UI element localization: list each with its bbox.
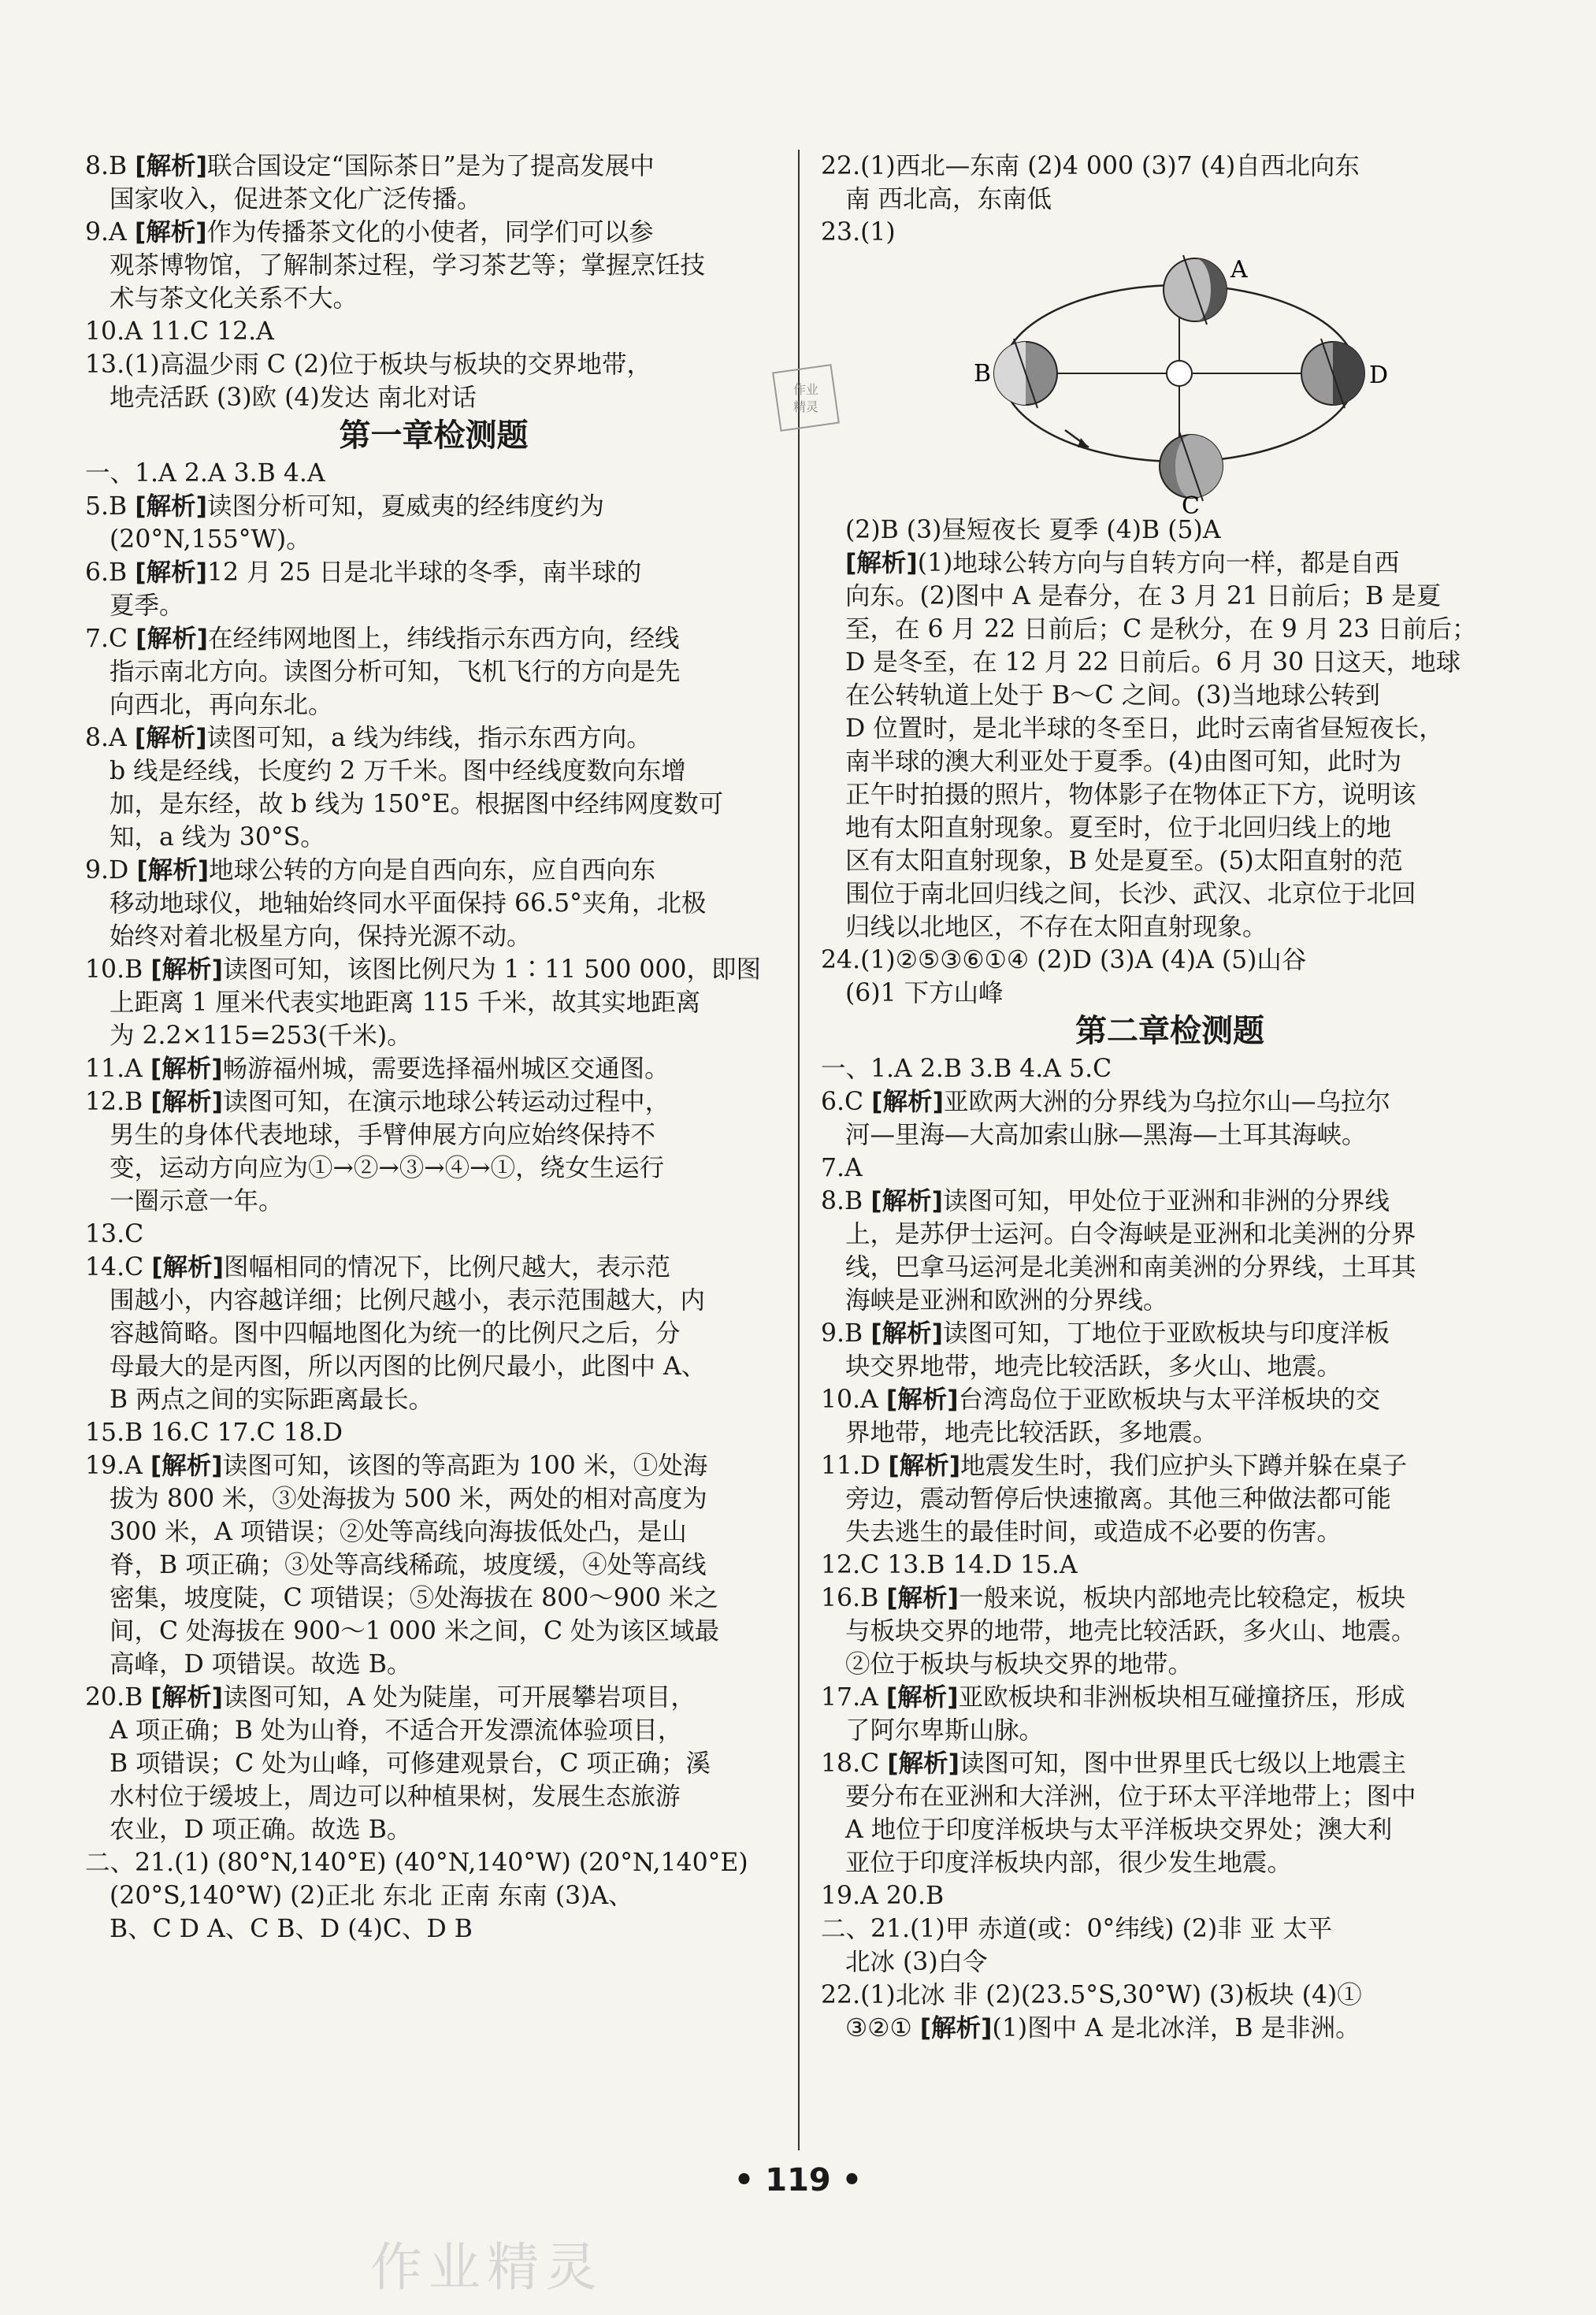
text-line [821, 911, 1519, 944]
text-line [85, 1152, 782, 1185]
earth-a [1164, 255, 1227, 325]
line-text: (20°N,155°W)。 [109, 525, 311, 554]
analysis-tag: [解析] [136, 856, 210, 885]
answer-number: 8.B [85, 152, 135, 180]
line-text: (6)1 下方山峰 [845, 979, 1004, 1007]
text-line [821, 580, 1519, 613]
line-text: 国家收入，促进茶文化广泛传播。 [109, 185, 482, 213]
line-text: 22.(1)西北—东南 (2)4 000 (3)7 (4)自西北向东 [821, 152, 1360, 180]
text-line [821, 1482, 1519, 1516]
text-line [821, 1549, 1519, 1582]
line-text: 地震发生时，我们应护头下蹲并躲在桌子 [960, 1452, 1408, 1480]
text-line [821, 1416, 1519, 1449]
text-line [821, 216, 1519, 249]
line-text: 始终对着北极星方向，保持光源不动。 [109, 922, 532, 951]
analysis-tag: [解析] [135, 152, 208, 180]
label-d: D [1369, 362, 1389, 389]
line-text: 加，是东经，故 b 线为 150°E。根据图中经纬网度数可 [109, 790, 724, 818]
text-line [85, 150, 782, 183]
orbit-figure [821, 249, 1519, 520]
line-text: 读图可知，该图比例尺为 1∶11 500 000，即图 [223, 955, 761, 984]
line-text: 读图可知，在演示地球公转运动过程中， [223, 1088, 670, 1116]
text-line [85, 887, 782, 920]
text-line [85, 622, 782, 655]
line-text: 为 2.2×115=253(千米)。 [109, 1022, 412, 1050]
analysis-tag: [解析] [135, 492, 208, 521]
line-text: 一般来说，板块内部地壳比较稳定，板块 [959, 1584, 1406, 1612]
text-line [85, 457, 782, 490]
text-line [85, 1317, 782, 1350]
text-line [821, 1152, 1519, 1185]
line-text: 至，在 6 月 22 日前后；C 是秋分，在 9 月 23 日前后； [845, 615, 1477, 644]
label-b: B [974, 360, 992, 388]
line-text: 地壳活跃 (3)欧 (4)发达 南北对话 [109, 384, 477, 412]
text-line [821, 679, 1519, 712]
answer-number: 18.C [821, 1749, 888, 1778]
page-number: • 119 • [733, 2162, 863, 2198]
answer-number: 10.B [85, 955, 151, 984]
line-text: 术与茶文化关系不大。 [109, 284, 358, 313]
analysis-tag: [解析] [870, 1187, 944, 1215]
line-text: 与板块交界的地带，地壳比较活跃，多火山、地震。 [845, 1617, 1416, 1645]
answer-number: 14.C [85, 1253, 152, 1282]
text-line [821, 547, 1519, 580]
text-line [85, 1185, 782, 1218]
sun-icon [1167, 361, 1192, 386]
answer-number: 6.C [821, 1088, 872, 1116]
line-text: 农业，D 项正确。故选 B。 [109, 1816, 412, 1844]
line-text: 高峰，D 项错误。故选 B。 [109, 1650, 412, 1679]
label-a: A [1230, 256, 1248, 284]
text-line [85, 821, 782, 854]
line-text: 上，是苏伊士运河。白令海峡是亚洲和北美洲的分界 [845, 1220, 1416, 1248]
answer-number: 8.B [821, 1187, 871, 1215]
line-text: B、C D A、C B、D (4)C、D B [109, 1915, 473, 1943]
earth-orbit-diagram [971, 249, 1389, 520]
line-text: 水村位于缓坡上，周边可以种植果树，发展生态旅游 [109, 1783, 681, 1811]
answer-number: 9.D [85, 856, 137, 885]
answer-number: 16.B [821, 1584, 887, 1612]
line-text: 脊，B 项正确；③处等高线稀疏，坡度缓，④处等高线 [109, 1551, 707, 1579]
answer-number: 8.A [85, 724, 135, 752]
line-text: 旁边，震动暂停后快速撤离。其他三种做法都可能 [845, 1485, 1392, 1513]
analysis-tag: [解析] [871, 1088, 944, 1116]
text-line [85, 854, 782, 887]
line-text: 作为传播茶文化的小使者，同学们可以参 [206, 218, 654, 247]
line-text: 南半球的澳大利亚处于夏季。(4)由图可知，此时为 [845, 748, 1402, 776]
watermark: 作业精灵 [370, 2237, 603, 2298]
text-line [85, 1780, 782, 1813]
text-line [821, 1284, 1519, 1317]
section-heading: 第二章检测题 [1075, 1013, 1264, 1049]
analysis-tag: [解析] [134, 218, 207, 247]
text-line [821, 514, 1519, 547]
text-line [85, 986, 782, 1019]
line-text: 海峡是亚洲和欧洲的分界线。 [845, 1286, 1168, 1315]
line-text: 读图可知，A 处为陡崖，可开展攀岩项目， [223, 1683, 696, 1712]
line-text: 12.C 13.B 14.D 15.A [821, 1551, 1078, 1579]
analysis-tag: [解析] [845, 549, 918, 577]
text-line [85, 1052, 782, 1085]
line-text: (20°S,140°W) (2)正北 东北 正南 东南 (3)A、 [109, 1882, 633, 1910]
text-line [85, 315, 782, 348]
line-text: 23.(1) [821, 218, 896, 247]
line-text: 线，巴拿马运河是北美洲和南美洲的分界线，土耳其 [845, 1253, 1416, 1282]
line-text: 读图可知，该图的等高距为 100 米，①处海 [222, 1452, 708, 1480]
answer-number: 11.A [85, 1055, 150, 1083]
line-text: 二、21.(1)甲 赤道(或：0°纬线) (2)非 亚 太平 [821, 1915, 1333, 1943]
text-line [85, 523, 782, 556]
text-line [821, 1085, 1519, 1119]
text-line [821, 944, 1519, 977]
analysis-tag: [解析] [150, 1683, 224, 1712]
line-text: A 项正确；B 处为山脊，不适合开发漂流体验项目， [109, 1716, 683, 1745]
line-text: 图幅相同的情况下，比例尺越大，表示范 [224, 1253, 671, 1282]
line-text: ②位于板块与板块交界的地带。 [845, 1650, 1193, 1679]
text-line [85, 1813, 782, 1846]
text-line [821, 1218, 1519, 1251]
line-text: 了阿尔卑斯山脉。 [845, 1716, 1045, 1745]
text-line [821, 1582, 1519, 1615]
text-line [85, 1284, 782, 1317]
text-line [821, 1317, 1519, 1350]
text-line [85, 920, 782, 953]
text-line [85, 1449, 782, 1482]
text-line [821, 1813, 1519, 1846]
analysis-tag: [解析] [150, 955, 224, 984]
text-line [821, 183, 1519, 216]
line-text: B 项错误；C 处为山峰，可修建观景台，C 项正确；溪 [109, 1749, 711, 1778]
text-line [821, 2012, 1519, 2045]
text-line [821, 1350, 1519, 1383]
text-line [85, 722, 782, 755]
text-line [85, 1251, 782, 1284]
answer-number: 11.D [821, 1452, 889, 1480]
line-text: 二、21.(1) (80°N,140°E) (40°N,140°W) (20°N,140°E) [85, 1849, 748, 1877]
text-line [85, 953, 782, 986]
line-text: 南 西北高，东南低 [845, 185, 1052, 213]
answer-number: 19.A [85, 1452, 150, 1480]
line-text: 围位于南北回归线之间，长沙、武汉、北京位于北回 [845, 880, 1416, 908]
line-text: 上距离 1 厘米代表实地距离 115 千米，故其实地距离 [109, 989, 701, 1017]
text-line [821, 613, 1519, 646]
text-line [85, 381, 782, 414]
analysis-tag: [解析] [151, 1253, 225, 1282]
line-text: 归线以北地区，不存在太阳直射现象。 [845, 913, 1268, 941]
text-line [821, 1714, 1519, 1747]
text-line [85, 1549, 782, 1582]
text-line [821, 1747, 1519, 1780]
analysis-tag: [解析] [885, 1683, 959, 1712]
text-line [821, 1979, 1519, 2012]
text-line [85, 1416, 782, 1449]
line-text: 在公转轨道上处于 B～C 之间。(3)当地球公转到 [845, 681, 1380, 710]
text-line [85, 1350, 782, 1383]
line-text: 要分布在亚洲和大洋洲，位于环太平洋地带上；图中 [845, 1783, 1416, 1811]
text-line [85, 1912, 782, 1946]
line-text: 母最大的是丙图，所以丙图的比例尺最小，此图中 A、 [109, 1352, 707, 1381]
column-divider [798, 150, 800, 2150]
line-text: A 地位于印度洋板块与太平洋板块交界处；澳大利 [845, 1816, 1393, 1844]
stamp-text-1: 作业 [792, 382, 819, 397]
text-line [85, 755, 782, 788]
line-text: 亚欧两大洲的分界线为乌拉尔山—乌拉尔 [943, 1088, 1390, 1116]
line-text: 移动地球仪，地轴始终同水平面保持 66.5°夹角，北极 [109, 889, 707, 918]
line-text: 夏季。 [109, 592, 184, 620]
line-text: 失去逃生的最佳时间，或造成不必要的伤害。 [845, 1518, 1342, 1546]
text-line [85, 183, 782, 216]
line-text: (1)图中 A 是北冰洋，B 是非洲。 [992, 2014, 1360, 2042]
answer-number: ③②① [845, 2014, 920, 2042]
text-line [85, 655, 782, 688]
earth-b [994, 339, 1057, 408]
text-line [821, 1846, 1519, 1879]
line-text: 一圈示意一年。 [109, 1187, 284, 1215]
analysis-tag: [解析] [870, 1319, 944, 1348]
analysis-tag: [解析] [919, 2014, 993, 2042]
line-text: 变，运动方向应为①→②→③→④→①，绕女生运行 [109, 1154, 665, 1182]
line-text: 块交界地带，地壳比较活跃，多火山、地震。 [845, 1352, 1342, 1381]
text-line [85, 1516, 782, 1549]
text-line [821, 1119, 1519, 1152]
text-line [85, 1085, 782, 1119]
analysis-tag: [解析] [135, 625, 208, 653]
analysis-tag: [解析] [150, 1055, 223, 1083]
text-line [85, 216, 782, 249]
line-text: 知，a 线为 30°S。 [109, 823, 325, 851]
line-text: 拔为 800 米，③处海拔为 500 米，两处的相对高度为 [109, 1485, 707, 1513]
line-text: 亚位于印度洋板块内部，很少发生地震。 [845, 1849, 1293, 1877]
line-text: 区有太阳直射现象，B 处是夏至。(5)太阳直射的范 [845, 847, 1403, 875]
answer-number: 9.A [85, 218, 135, 247]
text-line [85, 348, 782, 381]
line-text: 亚欧板块和非洲板块相互碰撞挤压，形成 [958, 1683, 1405, 1712]
section-heading: 第一章检测题 [339, 417, 529, 454]
line-text: 地有太阳直射现象。夏至时，位于北回归线上的地 [845, 814, 1392, 842]
text-line [85, 1383, 782, 1416]
answer-number: 7.C [85, 625, 136, 653]
answer-number: 17.A [821, 1683, 886, 1712]
text-line [821, 977, 1519, 1010]
answer-number: 5.B [85, 492, 135, 521]
analysis-tag: [解析] [134, 724, 207, 752]
line-text: 15.B 16.C 17.C 18.D [85, 1419, 343, 1447]
text-line [85, 1747, 782, 1780]
answer-number: 12.B [85, 1088, 151, 1116]
text-line [821, 712, 1519, 745]
right-column [821, 150, 1519, 2045]
line-text: 读图可知，a 线为纬线，指示东西方向。 [206, 724, 651, 752]
line-text: 北冰 (3)白令 [845, 1948, 988, 1976]
text-line [85, 1019, 782, 1052]
text-line [85, 1615, 782, 1648]
line-text: (1)地球公转方向与自转方向一样，都是自西 [917, 549, 1400, 577]
stamp-text-2: 精灵 [792, 399, 819, 414]
line-text: 观茶博物馆，了解制茶过程，学习茶艺等；掌握烹饪技 [109, 251, 706, 280]
text-line [85, 1714, 782, 1747]
text-line [85, 490, 782, 523]
left-column [85, 150, 782, 1946]
text-line [85, 1681, 782, 1714]
line-text: 界地带，地壳比较活跃，多地震。 [845, 1419, 1218, 1447]
line-text: 13.(1)高温少雨 C (2)位于板块与板块的交界地带， [85, 351, 651, 379]
line-text: 7.A [821, 1154, 863, 1182]
text-line [821, 877, 1519, 911]
analysis-tag: [解析] [150, 1452, 223, 1480]
line-text: 读图可知，丁地位于亚欧板块与印度洋板 [943, 1319, 1390, 1348]
answer-number: 6.B [85, 558, 135, 587]
line-text: 10.A 11.C 12.A [85, 317, 274, 346]
line-text: D 是冬至，在 12 月 22 日前后。6 月 30 日这天，地球 [845, 648, 1461, 677]
line-text: 13.C [85, 1220, 144, 1248]
text-line [821, 1449, 1519, 1482]
line-text: 读图分析可知，夏威夷的经纬度约为 [207, 492, 605, 521]
earth-c [1160, 432, 1223, 501]
line-text: 读图可知，甲处位于亚洲和非洲的分界线 [943, 1187, 1390, 1215]
text-line [821, 1780, 1519, 1813]
text-line [821, 844, 1519, 877]
analysis-tag: [解析] [886, 1584, 959, 1612]
seal-stamp [770, 362, 841, 436]
line-text: 间，C 处海拔在 900～1 000 米之间，C 处为该区域最 [109, 1617, 720, 1645]
text-line [85, 556, 782, 589]
text-line [821, 1185, 1519, 1218]
line-text: 22.(1)北冰 非 (2)(23.5°S,30°W) (3)板块 (4)① [821, 1981, 1362, 2009]
text-line [85, 1482, 782, 1516]
line-text: 向西北，再向东北。 [109, 691, 333, 719]
text-line [85, 249, 782, 282]
text-line [85, 1119, 782, 1152]
line-text: 河—里海—大高加索山脉—黑海—土耳其海峡。 [845, 1121, 1367, 1149]
line-text: 向东。(2)图中 A 是春分，在 3 月 21 日前后；B 是夏 [845, 582, 1442, 610]
text-line [821, 1681, 1519, 1714]
analysis-tag: [解析] [888, 1452, 961, 1480]
text-line [821, 1912, 1519, 1946]
line-text: b 线是经线，长度约 2 万千米。图中经线度数向东增 [109, 757, 686, 785]
text-line [821, 1615, 1519, 1648]
line-text: 联合国设定“国际茶日”是为了提高发展中 [207, 152, 655, 180]
line-text: 300 米，A 项错误；②处等高线向海拔低处凸，是山 [109, 1518, 687, 1546]
text-line [85, 788, 782, 821]
text-line [821, 1879, 1519, 1912]
analysis-tag: [解析] [885, 1386, 959, 1414]
line-text: 12 月 25 日是北半球的冬季，南半球的 [207, 558, 642, 587]
text-line [85, 1648, 782, 1681]
text-line [85, 1582, 782, 1615]
line-text: 指示南北方向。读图分析可知，飞机飞行的方向是先 [109, 658, 681, 686]
answer-number: 10.A [821, 1386, 886, 1414]
text-line [85, 589, 782, 622]
text-line [85, 1218, 782, 1251]
text-line [85, 688, 782, 722]
text-line [85, 1879, 782, 1912]
line-text: 19.A 20.B [821, 1882, 945, 1910]
line-text: 正午时拍摄的照片，物体影子在物体正下方，说明该 [845, 781, 1416, 809]
line-text: (2)B (3)昼短夜长 夏季 (4)B (5)A [845, 516, 1221, 544]
analysis-tag: [解析] [135, 558, 208, 587]
line-text: 台湾岛位于亚欧板块与太平洋板块的交 [958, 1386, 1381, 1414]
line-text: B 两点之间的实际距离最长。 [109, 1386, 434, 1414]
line-text: 24.(1)②⑤③⑥①④ (2)D (3)A (4)A (5)山谷 [821, 946, 1307, 974]
analysis-tag: [解析] [150, 1088, 224, 1116]
line-text: 密集，坡度陡，C 项错误；⑤处海拔在 800～900 米之 [109, 1584, 718, 1612]
line-text: 读图可知，图中世界里氏七级以上地震主 [959, 1749, 1407, 1778]
line-text: 在经纬网地图上，纬线指示东西方向，经线 [207, 625, 680, 653]
line-text: 地球公转的方向是自西向东，应自西向东 [209, 856, 656, 885]
text-line [821, 745, 1519, 778]
line-text: 一、1.A 2.B 3.B 4.A 5.C [821, 1055, 1112, 1083]
text-line [821, 1946, 1519, 1979]
line-text: D 位置时，是北半球的冬至日，此时云南省昼短夜长， [845, 714, 1444, 743]
text-line [821, 1052, 1519, 1085]
text-line [85, 1846, 782, 1879]
text-line [821, 150, 1519, 183]
text-line [821, 778, 1519, 811]
answer-number: 9.B [821, 1319, 871, 1348]
text-line [821, 1648, 1519, 1681]
text-line [821, 1383, 1519, 1416]
text-line [821, 811, 1519, 844]
text-line [85, 282, 782, 315]
answer-number: 20.B [85, 1683, 151, 1712]
earth-d [1301, 339, 1364, 408]
line-text: 畅游福州城，需要选择福州城区交通图。 [222, 1055, 670, 1083]
line-text: 一、1.A 2.A 3.B 4.A [85, 459, 325, 488]
label-c: C [1182, 492, 1200, 520]
text-line [821, 646, 1519, 679]
analysis-tag: [解析] [887, 1749, 960, 1778]
line-text: 男生的身体代表地球，手臂伸展方向应始终保持不 [109, 1121, 656, 1149]
line-text: 围越小，内容越详细；比例尺越小，表示范围越大，内 [109, 1286, 706, 1315]
text-line [821, 1516, 1519, 1549]
text-line [821, 1251, 1519, 1284]
line-text: 容越简略。图中四幅地图化为统一的比例尺之后，分 [109, 1319, 681, 1348]
